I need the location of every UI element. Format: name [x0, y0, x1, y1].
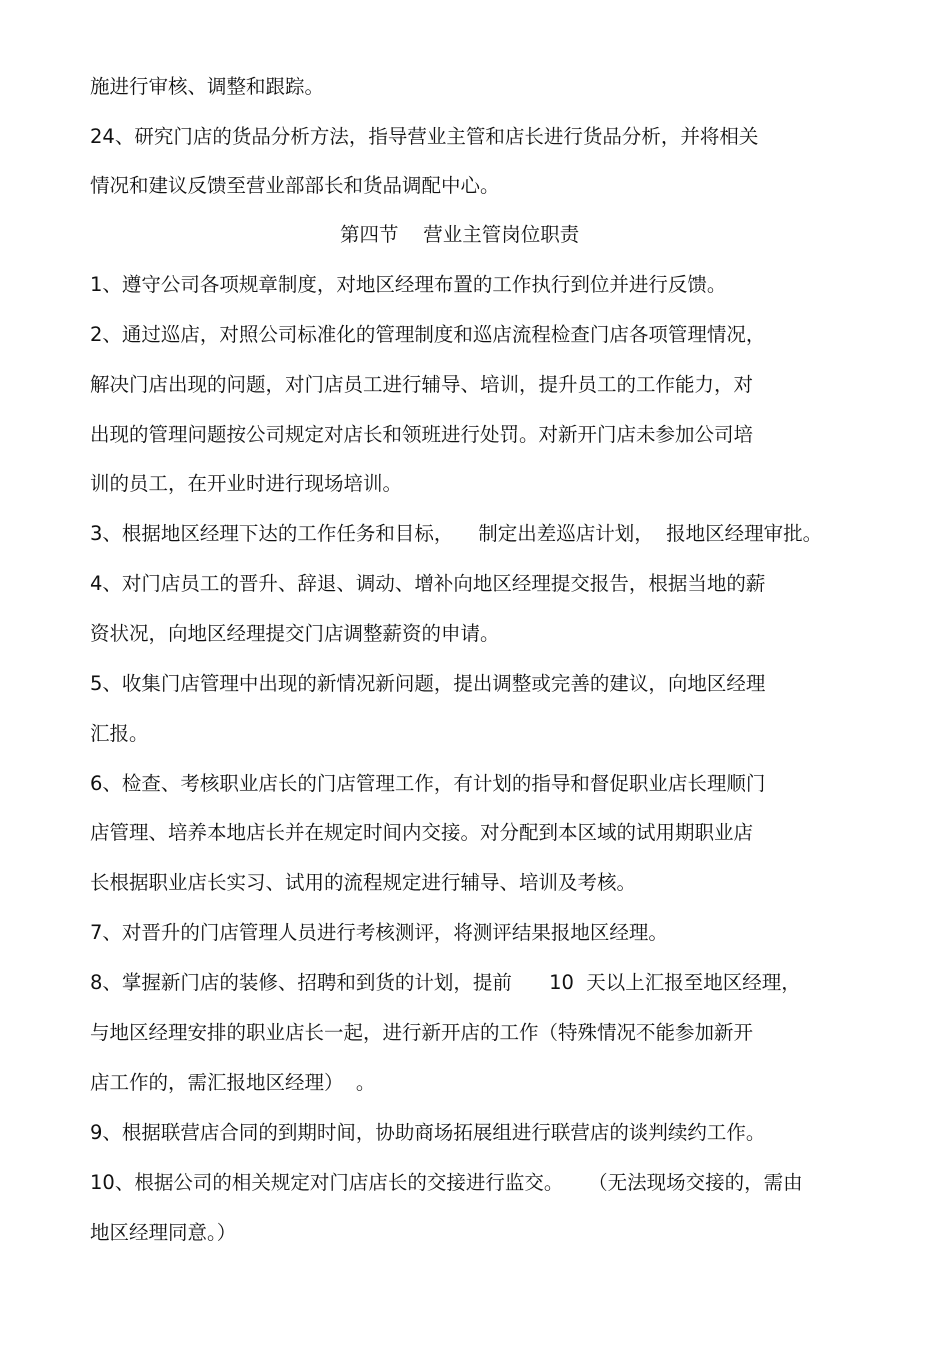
text-line-3: 情况和建议反馈至营业部部长和货品调配中心。	[90, 174, 500, 197]
section-heading: 第四节 营业主管岗位职责	[340, 223, 580, 246]
text-line-20: 与地区经理安排的职业店长一起，进行新开店的工作（特殊情况不能参加新开	[90, 1021, 754, 1044]
text-line-24: 地区经理同意。）	[90, 1221, 237, 1244]
text-line-6: 2、通过巡店，对照公司标准化的管理制度和巡店流程检查门店各项管理情况，	[90, 323, 766, 346]
text-line-9: 训的员工，在开业时进行现场培训。	[90, 472, 403, 495]
text-line-23: 10、根据公司的相关规定对门店店长的交接进行监交。 （无法现场交接的，需由	[90, 1171, 803, 1194]
text-line-17: 长根据职业店长实习、试用的流程规定进行辅导、培训及考核。	[90, 871, 637, 894]
text-line-15: 6、检查、考核职业店长的门店管理工作，有计划的指导和督促职业店长理顺门	[90, 772, 766, 795]
text-line-19: 8、掌握新门店的装修、招聘和到货的计划，提前 10 天以上汇报至地区经理，	[90, 971, 801, 994]
text-line-7: 解决门店出现的问题，对门店员工进行辅导、培训，提升员工的工作能力，对	[90, 373, 754, 396]
text-line-14: 汇报。	[90, 722, 149, 745]
text-line-10: 3、根据地区经理下达的工作任务和目标， 制定出差巡店计划， 报地区经理审批。	[90, 522, 823, 545]
text-line-18: 7、对晋升的门店管理人员进行考核测评，将测评结果报地区经理。	[90, 921, 668, 944]
text-line-2: 24、研究门店的货品分析方法，指导营业主管和店长进行货品分析，并将相关	[90, 125, 759, 148]
text-line-1: 施进行审核、调整和跟踪。	[90, 75, 325, 98]
text-line-13: 5、收集门店管理中出现的新情况新问题，提出调整或完善的建议，向地区经理	[90, 672, 766, 695]
text-line-5: 1、遵守公司各项规章制度，对地区经理布置的工作执行到位并进行反馈。	[90, 273, 727, 296]
text-line-16: 店管理、培养本地店长并在规定时间内交接。对分配到本区域的试用期职业店	[90, 821, 754, 844]
text-line-11: 4、对门店员工的晋升、辞退、调动、增补向地区经理提交报告，根据当地的薪	[90, 572, 766, 595]
text-line-8: 出现的管理问题按公司规定对店长和领班进行处罚。对新开门店未参加公司培	[90, 423, 754, 446]
text-line-22: 9、根据联营店合同的到期时间，协助商场拓展组进行联营店的谈判续约工作。	[90, 1121, 766, 1144]
text-line-21: 店工作的，需汇报地区经理） 。	[90, 1071, 376, 1094]
text-line-12: 资状况，向地区经理提交门店调整薪资的申请。	[90, 622, 500, 645]
